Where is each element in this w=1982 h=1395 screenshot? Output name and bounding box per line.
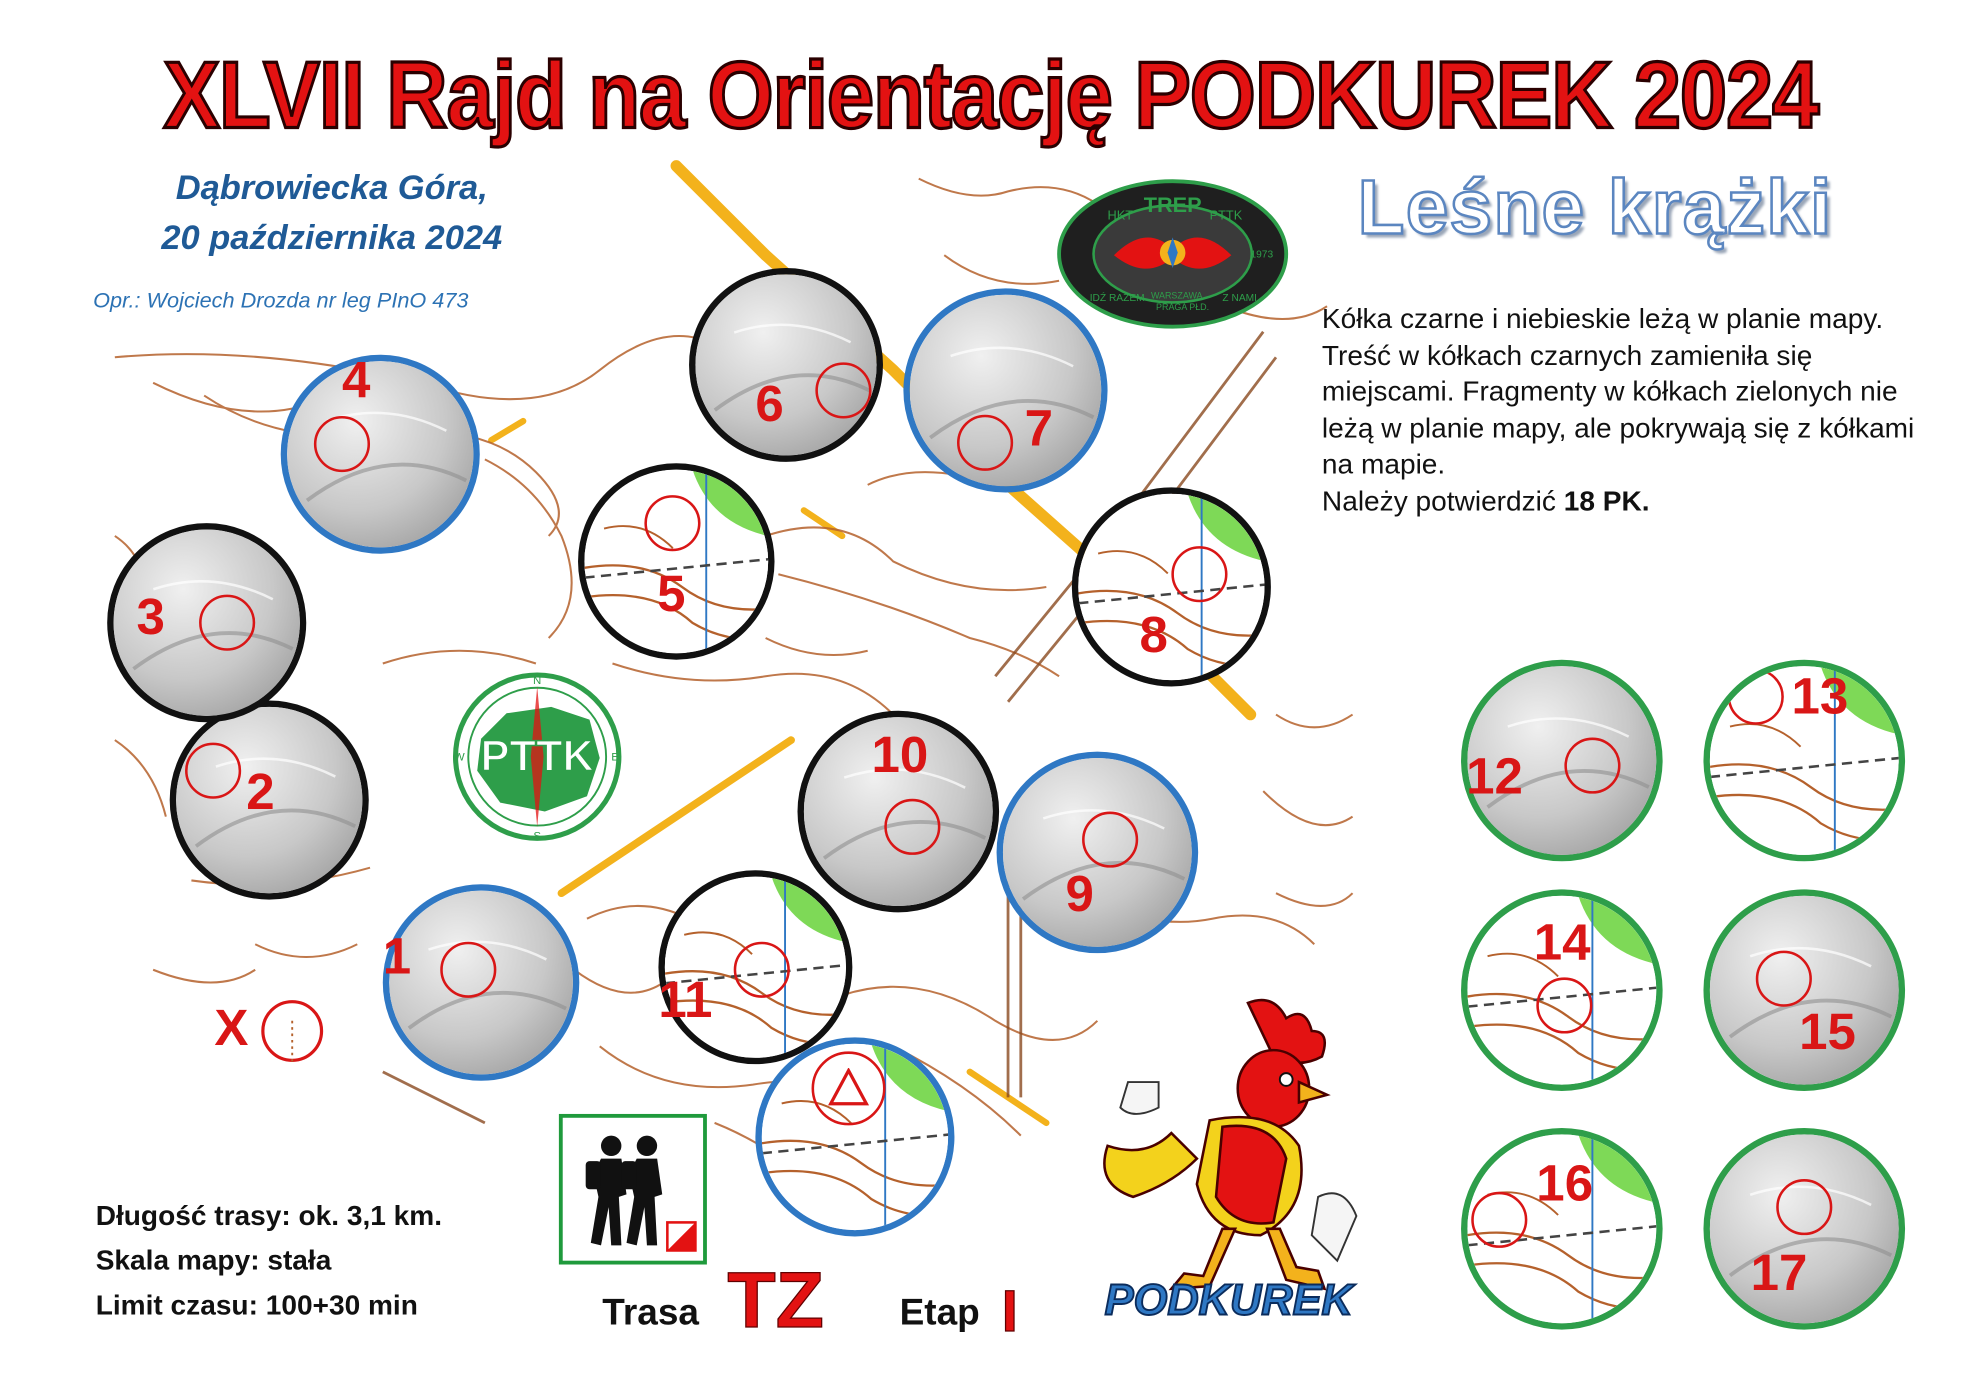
control-circle-17 xyxy=(1776,1179,1832,1235)
control-number-3: 3 xyxy=(136,589,165,646)
trep-ring-warszawa: WARSZAWA xyxy=(1150,290,1203,301)
rooster-text: PODKUREK xyxy=(1104,1276,1353,1325)
pttk-text: PTTK xyxy=(480,732,594,781)
control-circle-12 xyxy=(1564,738,1620,794)
control-disc-11 xyxy=(658,870,852,1064)
control-circle-1 xyxy=(440,942,496,998)
course-info xyxy=(96,1193,442,1327)
compass-w: W xyxy=(453,751,465,764)
hikers-icon xyxy=(559,1114,707,1265)
control-circle-15 xyxy=(1756,951,1812,1007)
control-disc-8 xyxy=(1072,487,1271,686)
control-number-5: 5 xyxy=(657,566,686,623)
organizer-credit: Opr.: Wojciech Drozda nr leg PInO 473 xyxy=(93,288,469,313)
control-circle-4 xyxy=(314,416,370,472)
route-subtitle: Leśne krążki xyxy=(1357,164,1833,251)
instructions xyxy=(1322,301,1922,519)
compass-s: S xyxy=(533,830,542,843)
course-length: Długość trasy: ok. 3,1 km. xyxy=(95,1199,443,1232)
control-circle-11 xyxy=(734,942,790,998)
control-circle-5 xyxy=(644,495,700,551)
time-limit: Limit czasu: 100+30 min xyxy=(95,1288,418,1321)
control-circle-3 xyxy=(199,595,255,651)
route-label: Trasa xyxy=(602,1292,699,1334)
control-circle-16 xyxy=(1471,1192,1527,1248)
control-disc-start xyxy=(755,1037,954,1236)
control-number-8: 8 xyxy=(1139,607,1168,664)
rooster-mascot xyxy=(1082,993,1375,1327)
control-disc-7 xyxy=(903,288,1107,492)
stage-code: I xyxy=(1001,1277,1018,1344)
trep-year: 1973 xyxy=(1250,249,1274,261)
event-date: 20 października 2024 xyxy=(161,218,503,257)
control-number-6: 6 xyxy=(755,376,784,433)
control-circle-13 xyxy=(1728,669,1784,725)
control-number-17: 17 xyxy=(1750,1245,1808,1302)
control-circle-9 xyxy=(1082,812,1138,868)
control-disc-4 xyxy=(281,355,480,554)
control-disc-5 xyxy=(578,463,775,660)
control-number-1: 1 xyxy=(382,928,412,986)
trep-ring-praga: PRAGA PŁD. xyxy=(1156,302,1210,313)
control-circle-2 xyxy=(185,743,241,799)
control-circle-14 xyxy=(1536,977,1592,1033)
trep-ring-razem: IDŹ RAZEM xyxy=(1089,293,1145,305)
instructions-text: Kółka czarne i niebieskie leżą w planie mapy. Treść w kółkach czarnych zamieniła się miejscami. Fragmenty w kółkach zielonych nie leżą w planie mapy, ale pokrywają się z kółkami na mapie. xyxy=(1321,302,1915,480)
event-title: XLVII Rajd na Orientację PODKUREK 2024 xyxy=(163,42,1819,149)
finish-label: X xyxy=(214,1000,249,1057)
start-triangle-icon xyxy=(828,1068,869,1113)
control-circle-10 xyxy=(884,799,940,855)
stage-label: Etap xyxy=(899,1292,980,1334)
pttk-logo xyxy=(449,669,625,845)
compass-e: E xyxy=(611,751,619,764)
control-disc-6 xyxy=(689,268,883,462)
control-circle-7 xyxy=(957,415,1013,471)
control-number-4: 4 xyxy=(341,352,371,409)
control-number-16: 16 xyxy=(1536,1156,1594,1213)
confirm-line xyxy=(1322,483,1922,519)
trep-club-logo xyxy=(1057,179,1289,330)
finish-control xyxy=(263,1002,322,1062)
control-number-14: 14 xyxy=(1533,914,1591,972)
control-disc-15 xyxy=(1703,889,1905,1091)
control-number-7: 7 xyxy=(1024,400,1054,457)
map-scale: Skala mapy: stała xyxy=(95,1244,332,1276)
control-number-15: 15 xyxy=(1799,1004,1856,1061)
event-place: Dąbrowiecka Góra, xyxy=(175,168,488,207)
control-number-13: 13 xyxy=(1791,668,1849,725)
control-disc-1 xyxy=(383,884,580,1081)
control-number-11: 11 xyxy=(658,972,713,1029)
control-circle-8 xyxy=(1171,546,1227,602)
control-number-9: 9 xyxy=(1065,866,1094,923)
route-code: TZ xyxy=(727,1256,824,1345)
control-number-12: 12 xyxy=(1466,749,1523,806)
control-number-10: 10 xyxy=(871,727,929,784)
control-disc-9 xyxy=(997,752,1199,954)
control-circle-6 xyxy=(815,362,871,418)
confirm-prefix: Należy potwierdzić xyxy=(1321,484,1564,517)
trep-name: TREP xyxy=(1143,191,1202,217)
control-number-2: 2 xyxy=(246,764,275,821)
trep-ring-hkt: HKT xyxy=(1107,207,1134,223)
compass-n: N xyxy=(533,674,542,687)
confirm-count: 18 PK. xyxy=(1563,484,1650,517)
trep-ring-znami: Z NAMI xyxy=(1222,293,1257,305)
trep-ring-pttk: PTTK xyxy=(1209,207,1243,223)
